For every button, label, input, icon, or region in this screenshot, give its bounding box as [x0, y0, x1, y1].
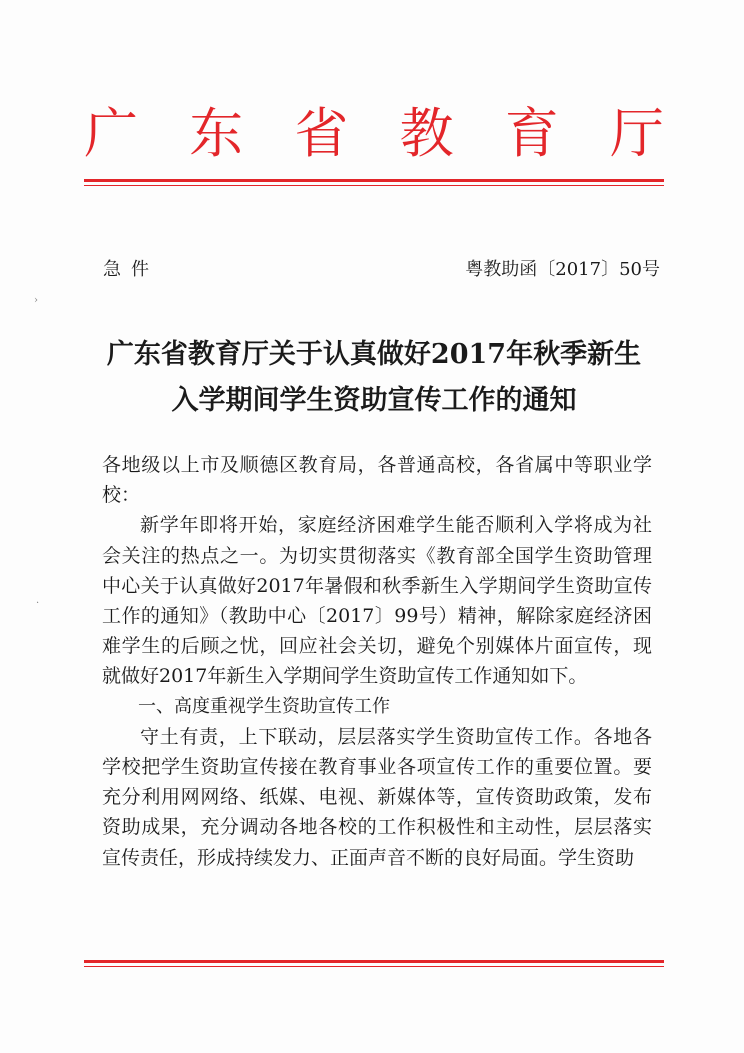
title-line-1: 广东省教育厅关于认真做好2017年秋季新生	[106, 339, 642, 370]
title-line-2: 入学期间学生资助宣传工作的通知	[171, 385, 577, 416]
document-number: 粤教助函〔2017〕50号	[465, 259, 660, 280]
scan-speck: ·	[36, 598, 40, 609]
scan-speck: ›	[34, 295, 38, 306]
letterhead-char: 省	[294, 102, 349, 165]
urgency-label: 急件	[103, 259, 159, 280]
footer-red-rule-thick	[84, 960, 664, 963]
body-paragraph: 守土有责，上下联动，层层落实学生资助宣传工作。各地各学校把学生资助宣传接在教育事业各项宣传工作的重要位置。要充分利用网网络、纸媒、电视、新媒体等，宣传资助政策，发布资助成果，充分调动各地各校的工作积极性和主动性，层层落实宣传责任，形成持续发力、正面声音不断的良好局面。学生资助	[102, 725, 652, 869]
footer-red-rule-thin	[84, 966, 664, 967]
letterhead-char: 东	[189, 102, 244, 165]
letterhead-char: 育	[504, 102, 559, 165]
body-paragraph: 新学年即将开始，家庭经济困难学生能否顺利入学将成为社会关注的热点之一。为切实贯彻落实《教育部全国学生资助管理中心关于认真做好2017年暑假和秋季新生入学期间学生资助宣传工作的通知》（教助中心〔2017〕99号）精神，解除家庭经济困难学生的后顾之忧，回应社会关切，避免个别媒体片面宣传，现就做好2017年新生入学期间学生资助宣传工作通知如下。	[102, 514, 652, 688]
letterhead-char: 厅	[609, 102, 664, 165]
letterhead-char: 教	[399, 102, 454, 165]
letterhead-title	[84, 102, 664, 166]
document-title	[84, 332, 664, 424]
letterhead-char: 广	[84, 102, 138, 165]
addressee-line: 各地级以上市及顺德区教育局，各普通高校，各省属中等职业学校：	[102, 454, 652, 507]
document-body	[102, 450, 652, 873]
section-heading: 一、高度重视学生资助宣传工作	[138, 695, 390, 717]
header-red-rule-thick	[84, 179, 664, 182]
header-red-rule-thin	[84, 185, 664, 186]
